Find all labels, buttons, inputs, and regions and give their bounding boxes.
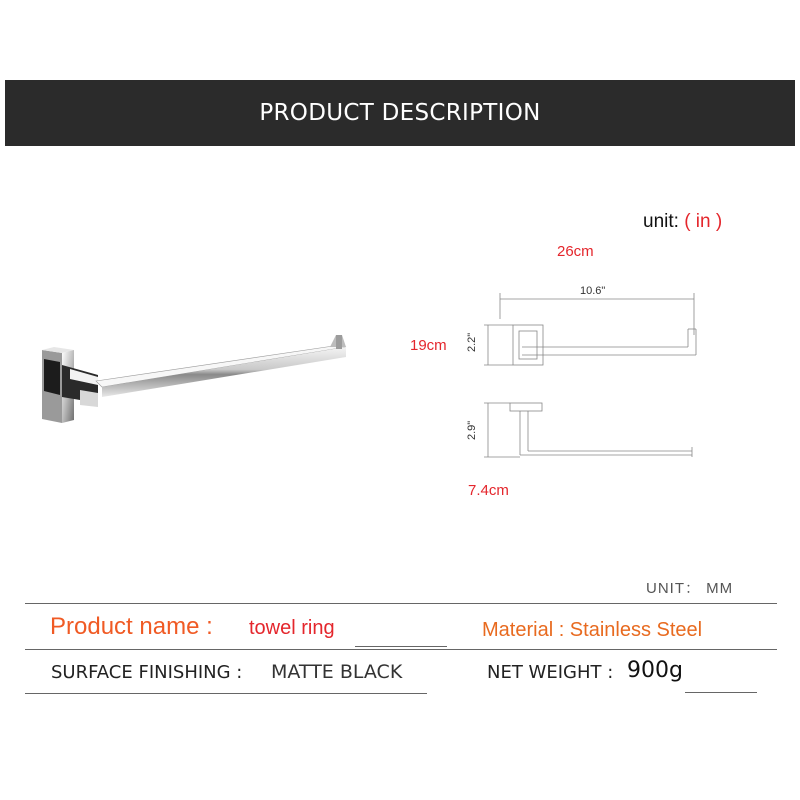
width-in-label: 10.6" xyxy=(580,285,606,297)
title-banner xyxy=(5,80,795,146)
divider-bottom-left xyxy=(25,693,427,694)
height-in-label: 2.2" xyxy=(466,332,478,352)
unit-label xyxy=(643,211,722,233)
page-title: PRODUCT DESCRIPTION xyxy=(259,100,541,126)
towel-holder-image xyxy=(40,335,360,425)
surface-finishing-value: MATTE BLACK xyxy=(271,661,403,683)
product-name-label: Product name : xyxy=(50,613,213,640)
dimension-drawing xyxy=(470,285,710,475)
divider-middle xyxy=(25,649,777,650)
divider-top xyxy=(25,603,777,604)
net-weight-value: 900g xyxy=(627,658,683,683)
width-cm-label: 26cm xyxy=(557,243,594,260)
depth-cm-label: 7.4cm xyxy=(468,482,509,499)
depth-in-label: 2.9" xyxy=(466,420,478,440)
product-name-value: towel ring xyxy=(249,617,335,639)
unit-prefix: unit: xyxy=(643,211,679,232)
divider-short xyxy=(355,646,447,647)
unit-value: ( in ) xyxy=(684,211,723,232)
divider-bottom-right xyxy=(685,692,757,693)
unit-mm-label: UNIT： MM xyxy=(646,580,734,597)
net-weight-label: NET WEIGHT : xyxy=(487,662,614,683)
material-label: Material : Stainless Steel xyxy=(482,619,703,641)
height-cm-label: 19cm xyxy=(410,337,447,354)
surface-finishing-label: SURFACE FINISHING : xyxy=(51,662,243,683)
